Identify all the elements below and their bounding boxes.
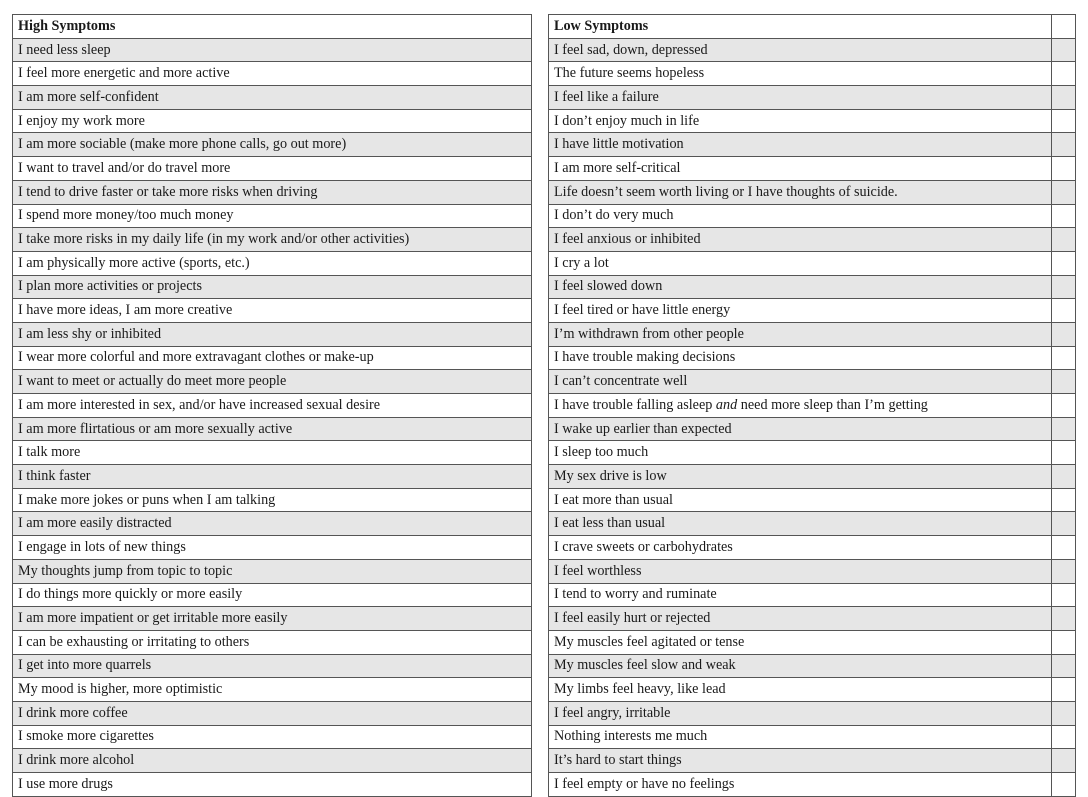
table-row	[13, 583, 1076, 607]
table-row	[13, 441, 1076, 465]
high-symptom-cell: I take more risks in my daily life (in my work and/or other activities)	[13, 228, 532, 252]
high-symptom-cell: I want to travel and/or do travel more	[13, 157, 532, 181]
low-symptom-cell: I am more self-critical	[549, 157, 1052, 181]
low-symptom-cell: My limbs feel heavy, like lead	[549, 678, 1052, 702]
high-symptom-cell: I am more flirtatious or am more sexually active	[13, 417, 532, 441]
table-row	[13, 559, 1076, 583]
table-row	[13, 773, 1076, 797]
table-row	[13, 394, 1076, 418]
table-row	[13, 512, 1076, 536]
low-symptom-cell: I feel slowed down	[549, 275, 1052, 299]
low-symptom-cell: I feel like a failure	[549, 86, 1052, 110]
table-row	[13, 488, 1076, 512]
high-symptom-cell: I spend more money/too much money	[13, 204, 532, 228]
table-row	[13, 62, 1076, 86]
low-symptom-cell: I feel easily hurt or rejected	[549, 607, 1052, 631]
low-symptom-cell: I feel sad, down, depressed	[549, 38, 1052, 62]
high-symptom-cell: I do things more quickly or more easily	[13, 583, 532, 607]
table-row	[13, 133, 1076, 157]
low-symptom-text: need more sleep than I’m getting	[737, 396, 928, 413]
high-symptom-cell: I plan more activities or projects	[13, 275, 532, 299]
low-symptom-cell: My muscles feel agitated or tense	[549, 630, 1052, 654]
low-symptom-cell: My sex drive is low	[549, 465, 1052, 489]
table-row	[13, 109, 1076, 133]
low-symptom-cell: I feel tired or have little energy	[549, 299, 1052, 323]
low-symptom-cell: Nothing interests me much	[549, 725, 1052, 749]
low-symptom-cell: I’m withdrawn from other people	[549, 322, 1052, 346]
high-symptom-cell: I get into more quarrels	[13, 654, 532, 678]
low-symptom-cell: I crave sweets or carbohydrates	[549, 536, 1052, 560]
low-symptom-cell: I feel angry, irritable	[549, 701, 1052, 725]
high-symptom-cell: I have more ideas, I am more creative	[13, 299, 532, 323]
high-symptom-cell: I smoke more cigarettes	[13, 725, 532, 749]
high-symptom-cell: I want to meet or actually do meet more people	[13, 370, 532, 394]
low-symptom-cell: I feel anxious or inhibited	[549, 228, 1052, 252]
table-row	[13, 228, 1076, 252]
table-row	[13, 607, 1076, 631]
low-symptom-cell: I tend to worry and ruminate	[549, 583, 1052, 607]
low-symptom-cell: I don’t enjoy much in life	[549, 109, 1052, 133]
high-symptoms-header: High Symptoms	[13, 15, 532, 39]
low-symptom-cell: I have trouble making decisions	[549, 346, 1052, 370]
low-symptom-cell: My muscles feel slow and weak	[549, 654, 1052, 678]
table-row	[13, 180, 1076, 204]
high-symptom-cell: I am more self-confident	[13, 86, 532, 110]
high-symptom-cell: I am more easily distracted	[13, 512, 532, 536]
high-symptom-cell: I use more drugs	[13, 773, 532, 797]
high-symptom-cell: I engage in lots of new things	[13, 536, 532, 560]
high-symptom-cell: I talk more	[13, 441, 532, 465]
low-symptom-cell: I feel worthless	[549, 559, 1052, 583]
table-row	[13, 157, 1076, 181]
table-row	[13, 86, 1076, 110]
table-row	[13, 701, 1076, 725]
high-symptom-cell: I think faster	[13, 465, 532, 489]
high-symptom-cell: I am physically more active (sports, etc.)	[13, 251, 532, 275]
symptom-table	[12, 14, 1076, 797]
table-row	[13, 417, 1076, 441]
high-symptom-cell: My thoughts jump from topic to topic	[13, 559, 532, 583]
low-symptom-cell: I sleep too much	[549, 441, 1052, 465]
high-symptom-cell: I am more interested in sex, and/or have increased sexual desire	[13, 394, 532, 418]
table-row	[13, 725, 1076, 749]
low-symptom-cell: I wake up earlier than expected	[549, 417, 1052, 441]
table-row	[13, 654, 1076, 678]
table-row	[13, 370, 1076, 394]
table-row	[13, 204, 1076, 228]
table-row	[13, 630, 1076, 654]
table-row	[13, 275, 1076, 299]
low-symptom-cell	[549, 394, 1052, 418]
low-symptom-cell: I eat more than usual	[549, 488, 1052, 512]
table-row	[13, 749, 1076, 773]
low-symptom-cell: I cry a lot	[549, 251, 1052, 275]
high-symptom-cell: I wear more colorful and more extravagant clothes or make-up	[13, 346, 532, 370]
high-symptom-cell: I am less shy or inhibited	[13, 322, 532, 346]
low-symptom-cell: I can’t concentrate well	[549, 370, 1052, 394]
low-symptom-text: I have trouble falling asleep	[554, 396, 716, 413]
table-row	[13, 536, 1076, 560]
table-row	[13, 299, 1076, 323]
low-symptom-cell: I feel empty or have no feelings	[549, 773, 1052, 797]
header-row	[13, 15, 1076, 39]
low-symptom-cell: I eat less than usual	[549, 512, 1052, 536]
high-symptom-cell: I am more impatient or get irritable more easily	[13, 607, 532, 631]
high-symptom-cell: I feel more energetic and more active	[13, 62, 532, 86]
high-symptom-cell: I am more sociable (make more phone calls, go out more)	[13, 133, 532, 157]
table-row	[13, 678, 1076, 702]
high-symptom-cell: My mood is higher, more optimistic	[13, 678, 532, 702]
high-symptom-cell: I tend to drive faster or take more risks when driving	[13, 180, 532, 204]
table-row	[13, 322, 1076, 346]
low-symptoms-header: Low Symptoms	[549, 15, 1052, 39]
high-symptom-cell: I enjoy my work more	[13, 109, 532, 133]
low-symptom-cell: I don’t do very much	[549, 204, 1052, 228]
low-symptom-cell: Life doesn’t seem worth living or I have thoughts of suicide.	[549, 180, 1052, 204]
table-row	[13, 251, 1076, 275]
high-symptom-cell: I drink more alcohol	[13, 749, 532, 773]
high-symptom-cell: I make more jokes or puns when I am talking	[13, 488, 532, 512]
low-symptom-cell: It’s hard to start things	[549, 749, 1052, 773]
table-row	[13, 465, 1076, 489]
high-symptom-cell: I drink more coffee	[13, 701, 532, 725]
table-row	[13, 346, 1076, 370]
low-symptom-cell: The future seems hopeless	[549, 62, 1052, 86]
high-symptom-cell: I need less sleep	[13, 38, 532, 62]
high-symptom-cell: I can be exhausting or irritating to others	[13, 630, 532, 654]
table-row	[13, 38, 1076, 62]
low-symptom-emphasis: and	[715, 396, 738, 413]
low-symptom-cell: I have little motivation	[549, 133, 1052, 157]
